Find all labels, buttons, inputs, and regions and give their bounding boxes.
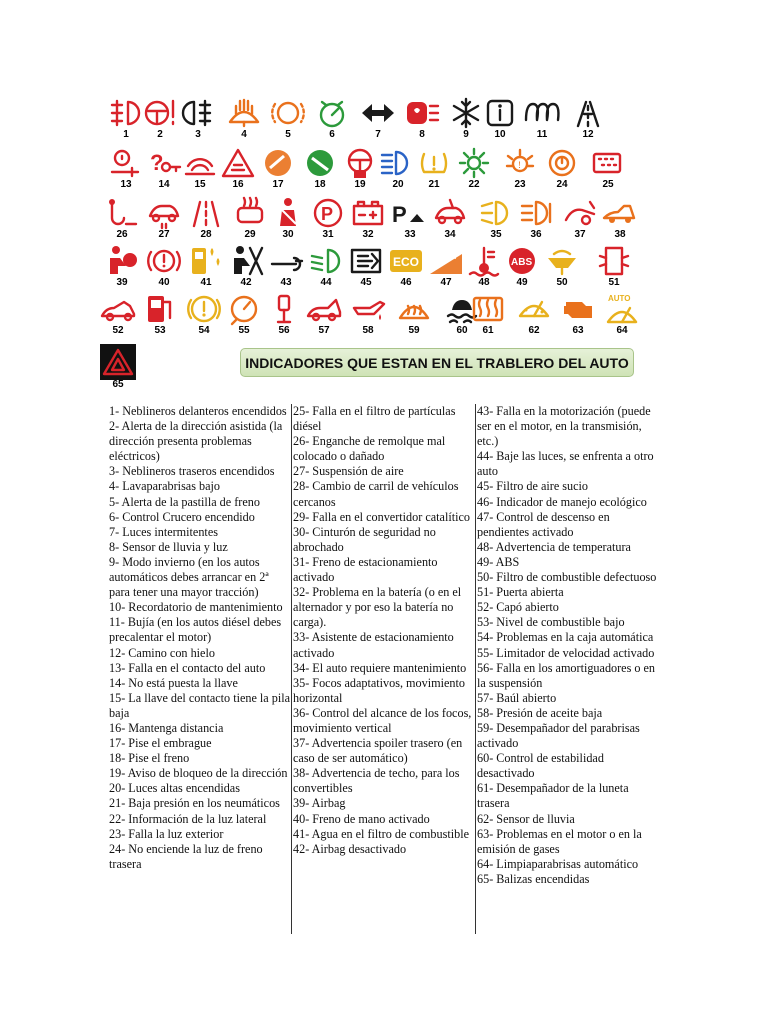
service-icon-graphic [432,196,468,230]
legend-entry: 17- Pise el embrague [109,736,212,751]
fuel-low-icon-graphic [142,292,178,326]
legend-entry: 50- Filtro de combustible defectuoso [477,570,657,585]
icon-number: 30 [282,229,294,240]
legend-entry: 62- Sensor de lluvia [477,811,575,826]
oil-pressure-icon [346,292,390,344]
legend-entry: 24- No enciende la luz de freno trasera [109,841,263,871]
rear-fog-icon-graphic [180,96,216,130]
legend-entry: 8- Sensor de lluvia y luz [109,539,228,554]
legend-column-1 [109,404,292,872]
icon-number: 9 [463,129,469,140]
icon-number: 36 [530,229,542,240]
airbag-icon [100,244,144,296]
hood-open-icon [96,292,140,344]
column-divider [475,404,476,934]
icon-number: 18 [314,179,326,190]
icon-number: 61 [482,325,494,336]
icon-number: 10 [494,129,506,140]
legend-entry: 11- Bujía (en los autos diésel debes precalentar el motor) [109,615,282,645]
icon-number: 20 [392,179,404,190]
side-light-icon-graphic [456,146,492,180]
svg-text:ECO: ECO [393,255,420,269]
convertible-roof-icon [598,196,642,248]
icon-number: 21 [428,179,440,190]
legend-entry: 45- Filtro de aire sucio [477,479,589,494]
legend-entry: 9- Modo invierno (en los autos automáticos debes arrancar en 2ª para tener una mayor tracción) [109,554,269,600]
icon-number: 49 [516,277,528,288]
rear-defrost-icon [466,292,510,344]
brake-pedal-icon-graphic [302,146,338,180]
legend-entry: 36- Control del alcance de los focos, movimiento vertical [293,705,472,735]
icon-number: 64 [616,325,628,336]
icon-number: 2 [157,129,163,140]
icon-number: 35 [490,229,502,240]
hill-descent-icon-graphic [428,244,464,278]
legend-entry: 47- Control de descenso en pendientes activado [477,509,610,539]
icon-number: 15 [194,179,206,190]
legend-entry: 29- Falla en el convertidor catalítico [293,509,470,524]
clutch-icon [256,146,300,198]
glow-plug-icon [520,96,564,148]
svg-text:P: P [392,202,407,227]
eco-icon-graphic [388,244,424,278]
icon-number: 42 [240,277,252,288]
park-assist-icon [388,196,432,248]
legend-entry: 63- Problemas en el motor o en la emisión de gases [477,826,642,856]
fuel-water-icon [184,244,228,296]
auto-wiper-icon-graphic [604,292,640,326]
legend-entry: 38- Advertencia de techo, para los convertibles [293,766,460,796]
exterior-light-icon-graphic [502,146,538,180]
distance-warning-icon-graphic [220,146,256,180]
airbag-off-icon [224,244,268,296]
brake-light-icon-graphic [544,146,580,180]
icy-road-icon [566,96,610,148]
fuel-filter-icon [540,244,584,296]
lane-change-icon-graphic [188,196,224,230]
icon-number: 39 [116,277,128,288]
fuel-low-icon [138,292,182,344]
legend-entry: 31- Freno de estacionamiento activado [293,554,438,585]
key-battery-icon-graphic [182,146,218,180]
icon-number: 50 [556,277,568,288]
lane-change-icon [184,196,228,248]
diesel-filter-icon-graphic [590,146,626,180]
icon-number: 37 [574,229,586,240]
convertible-roof-icon-graphic [602,196,638,230]
icon-number: 3 [195,129,201,140]
legend-entry: 41- Agua en el filtro de combustible [293,826,469,841]
brake-pedal-icon [298,146,342,198]
icon-number: 56 [278,325,290,336]
windshield-defrost-icon [392,292,436,344]
legend-entry: 48- Advertencia de temperatura [477,539,631,554]
icon-number: 33 [404,229,416,240]
icon-number: 65 [112,379,124,390]
headlight-level-icon [514,196,558,248]
icon-number: 57 [318,325,330,336]
hood-open-icon-graphic [100,292,136,326]
air-suspension-icon [142,196,186,248]
legend-entry: 15- La llave del contacto tiene la pila baja [109,690,291,720]
icon-number: 48 [478,277,490,288]
title-text: INDICADORES QUE ESTAN EN EL TRABLERO DEL AUTO [245,354,629,371]
legend-entry: 57- Baúl abierto [477,690,557,705]
legend-entry: 58- Presión de aceite baja [477,705,603,720]
icon-number: 24 [556,179,568,190]
icy-road-icon-graphic [570,96,606,130]
engine-check-icon [556,292,600,344]
legend-entry: 39- Airbag [293,796,346,811]
legend-entry: 54- Problemas en la caja automática [477,630,654,645]
rain-sensor-icon-graphic [516,292,552,326]
clutch-icon-graphic [260,146,296,180]
legend-entry: 13- Falla en el contacto del auto [109,660,266,675]
icon-number: 41 [200,277,212,288]
key-missing-icon-graphic [146,146,182,180]
legend-entry: 12- Camino con hielo [109,645,215,660]
legend-entry: 7- Luces intermitentes [109,524,218,539]
icon-number: 28 [200,229,212,240]
icon-number: 58 [362,325,374,336]
cruise-control-icon [310,96,354,148]
icon-number: 43 [280,277,292,288]
legend-entry: 27- Suspensión de aire [293,464,404,479]
legend-entry: 28- Cambio de carril de vehículos cercanos [293,479,459,509]
side-light-icon [452,146,496,198]
eco-icon [384,244,428,296]
seatbelt-icon-graphic [270,196,306,230]
legend-entry: 64- Limpiaparabrisas automático [477,856,639,871]
icon-number: 38 [614,229,626,240]
spoiler-icon [558,196,602,248]
icon-number: 45 [360,277,372,288]
legend-entry: 35- Focos adaptativos, movimiento horizontal [293,675,465,705]
service-icon [428,196,472,248]
rain-light-sensor-icon-graphic [404,96,440,130]
air-suspension-icon-graphic [146,196,182,230]
legend-entry: 21- Baja presión en los neumáticos [109,796,280,811]
gearbox-icon-graphic [186,292,222,326]
wrench-icon [264,244,308,296]
trailer-icon-graphic [104,196,140,230]
rear-defrost-icon-graphic [470,292,506,326]
adaptive-lights-icon [474,196,518,248]
tire-pressure-icon [412,146,456,198]
icon-number: 44 [320,277,332,288]
svg-text:?: ? [150,150,164,175]
washer-icon [222,96,266,148]
icon-number: 34 [444,229,456,240]
legend-column-3 [477,404,657,887]
icon-number: 31 [322,229,334,240]
legend-entry: 4- Lavaparabrisas bajo [109,479,220,494]
legend-entry: 20- Luces altas encendidas [109,781,240,796]
legend-entry: 25- Falla en el filtro de partículas diésel [293,404,456,434]
legend-entry: 5- Alerta de la pastilla de freno [109,494,260,509]
exterior-light-icon [498,146,542,198]
dipped-beam-icon-graphic [308,244,344,278]
icon-number: 6 [329,129,335,140]
diesel-filter-icon [586,146,630,198]
icon-number: 14 [158,179,170,190]
legend-entry: 10- Recordatorio de mantenimiento [109,600,283,615]
legend-entry: 33- Asistente de estacionamiento activado [293,630,454,660]
legend-entry: 14- No está puesta la llave [109,675,238,690]
legend-entry: 60- Control de estabilidad desactivado [477,751,604,781]
icon-number: 53 [154,325,166,336]
speed-limiter-icon-graphic [226,292,262,326]
icon-number: 22 [468,179,480,190]
legend-entry: 59- Desempañador del parabrisas activado [477,720,640,751]
icon-number: 52 [112,325,124,336]
legend-entry: 32- Problema en la batería (o en el alternador y por eso la batería no carga). [293,585,462,630]
legend-entry: 43- Falla en la motorización (puede ser en el motor, en la transmisión, etc.) [477,404,651,449]
icon-number: 7 [375,129,381,140]
icon-number: 17 [272,179,284,190]
dipped-beam-icon [304,244,348,296]
svg-text:ABS: ABS [511,257,533,268]
icon-number: 19 [354,179,366,190]
legend-entry: 30- Cinturón de seguridad no abrochado [293,524,436,554]
legend-entry: 26- Enganche de remolque mal colocado o dañado [293,434,446,464]
wrench-icon-graphic [268,244,304,278]
hazard-icon-graphic [100,346,136,380]
glow-plug-icon-graphic [524,96,560,130]
icon-number: 63 [572,325,584,336]
legend-entry: 65- Balizas encendidas [477,871,590,886]
legend-entry: 6- Control Crucero encendido [109,509,255,524]
icon-number: 46 [400,277,412,288]
legend-entry: 37- Advertencia spoiler trasero (en caso de ser automático) [293,736,463,766]
legend-entry: 19- Aviso de bloqueo de la dirección [109,766,288,781]
door-open-icon [592,244,636,296]
turn-signals-icon-graphic [360,96,396,130]
trunk-open-icon-graphic [306,292,342,326]
turn-signals-icon [356,96,400,148]
icon-number: 8 [419,129,425,140]
park-assist-icon-graphic [392,196,428,230]
svg-text:AUTO: AUTO [608,294,631,303]
airbag-off-icon-graphic [228,244,264,278]
legend-entry: 52- Capó abierto [477,600,559,615]
door-open-icon-graphic [596,244,632,278]
page-title [240,348,634,377]
icon-number: 27 [158,229,170,240]
air-filter-icon [344,244,388,296]
legend-entry: 18- Pise el freno [109,751,190,766]
icon-number: 1 [123,129,129,140]
rear-fog-icon [176,96,220,148]
shock-absorber-icon [262,292,306,344]
legend-entry: 22- Información de la luz lateral [109,811,267,826]
battery-icon [346,196,390,248]
legend-entry: 40- Freno de mano activado [293,811,430,826]
icon-number: 5 [285,129,291,140]
hand-brake-icon [142,244,186,296]
gearbox-icon [182,292,226,344]
icon-number: 16 [232,179,244,190]
legend-entry: 46- Indicador de manejo ecológico [477,494,647,509]
spoiler-icon-graphic [562,196,598,230]
parking-brake-icon [306,196,350,248]
hand-brake-icon-graphic [146,244,182,278]
icon-number: 60 [456,325,468,336]
icon-number: 11 [536,129,548,140]
legend-entry: 23- Falla la luz exterior [109,826,224,841]
rain-sensor-icon [512,292,556,344]
brake-pad-icon-graphic [270,96,306,130]
info-icon-graphic [482,96,518,130]
parking-brake-icon-graphic [310,196,346,230]
adaptive-lights-icon-graphic [478,196,514,230]
icon-number: 25 [602,179,614,190]
icon-number: 51 [608,277,620,288]
fuel-filter-icon-graphic [544,244,580,278]
air-filter-icon-graphic [348,244,384,278]
windshield-defrost-icon-graphic [396,292,432,326]
legend-entry: 55- Limitador de velocidad activado [477,645,655,660]
icon-number: 40 [158,277,170,288]
headlight-level-icon-graphic [518,196,554,230]
legend-entry: 56- Falla en los amortiguadores o en la suspensión [477,660,656,690]
icon-number: 23 [514,179,526,190]
oil-pressure-icon-graphic [350,292,386,326]
abs-icon [500,244,544,296]
icon-number: 47 [440,277,452,288]
auto-wiper-icon [600,292,644,344]
hazard-icon [96,346,140,398]
legend-entry: 44- Baje las luces, se enfrenta a otro auto [477,449,654,479]
icon-number: 55 [238,325,250,336]
legend-entry: 34- El auto requiere mantenimiento [293,660,467,675]
icon-number: 62 [528,325,540,336]
cruise-control-icon-graphic [314,96,350,130]
legend-entry: 2- Alerta de la dirección asistida (la dirección presenta problemas eléctricos) [109,419,283,464]
icon-number: 32 [362,229,374,240]
shock-absorber-icon-graphic [266,292,302,326]
icon-number: 12 [582,129,594,140]
legend-entry: 61- Desempañador de la luneta trasera [477,781,629,811]
legend-entry: 51- Puerta abierta [477,585,564,600]
svg-text:P: P [321,204,334,224]
trailer-icon [100,196,144,248]
tire-pressure-icon-graphic [416,146,452,180]
rain-light-sensor-icon [400,96,444,148]
abs-icon-graphic [504,244,540,278]
legend-column-2 [293,404,473,857]
icon-number: 54 [198,325,210,336]
icon-number: 13 [120,179,132,190]
icon-number: 59 [408,325,420,336]
brake-light-icon [540,146,584,198]
airbag-icon-graphic [104,244,140,278]
brake-pad-icon [266,96,310,148]
icon-number: 4 [241,129,247,140]
distance-warning-icon [216,146,260,198]
legend-entry: 1- Neblineros delanteros encendidos [109,404,287,418]
seatbelt-icon [266,196,310,248]
legend-entry: 49- ABS [477,554,520,569]
steering-lock-icon-graphic [342,146,378,180]
legend-entry: 53- Nivel de combustible bajo [477,615,625,630]
washer-icon-graphic [226,96,262,130]
legend-entry: 16- Mantenga distancia [109,720,224,735]
engine-check-icon-graphic [560,292,596,326]
battery-icon-graphic [350,196,386,230]
svg-text:!: ! [518,160,521,170]
temperature-icon-graphic [466,244,502,278]
fuel-water-icon-graphic [188,244,224,278]
info-icon [478,96,522,148]
icon-number: 29 [244,229,256,240]
legend-entry: 42- Airbag desactivado [293,841,407,856]
trunk-open-icon [302,292,346,344]
key-warning-icon-graphic [108,146,144,180]
catalytic-icon-graphic [232,196,268,230]
speed-limiter-icon [222,292,266,344]
high-beam-icon-graphic [380,146,416,180]
legend-entry: 3- Neblineros traseros encendidos [109,464,275,479]
steering-alert-icon-graphic [142,96,178,130]
icon-number: 26 [116,229,128,240]
